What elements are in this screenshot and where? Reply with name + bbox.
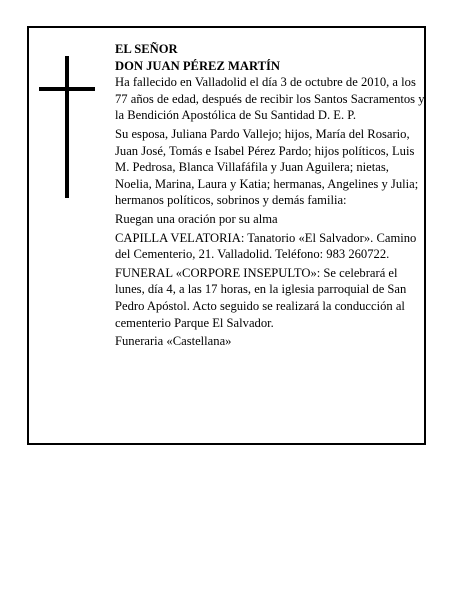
funeral-home: Funeraria «Castellana»: [115, 334, 232, 349]
chapel-info: CAPILLA VELATORIA: Tanatorio «El Salvador». Camino del Cementerio, 21. Valladolid. Teléfono: 983 260722.: [115, 230, 417, 262]
prayer-request: Ruegan una oración por su alma: [115, 211, 278, 226]
obituary-text: [115, 41, 427, 352]
heading-title: EL SEÑOR: [115, 42, 178, 56]
deceased-name: DON JUAN PÉREZ MARTÍN: [115, 58, 281, 73]
obituary-notice: [27, 26, 426, 445]
death-announcement: Ha fallecido en Valladolid el día 3 de octubre de 2010, a los 77 años de edad, después de recibir los Santos Sacramentos y la Bendición Apostólica de Su Santidad D. E. P.: [115, 75, 425, 123]
latin-cross-icon: [39, 56, 95, 198]
family-list: Su esposa, Juliana Pardo Vallejo; hijos, María del Rosario, Juan José, Tomás e Isabel Pérez Pardo; hijos políticos, Luis M. Pedrosa, Blanca Villafáfila y Juan Aguilera; nietas, Noelia, Marina, Laura y Katia; hermanas, Angelines y Julia; hermanos políticos, sobrinos y demás familia:: [115, 126, 419, 208]
cross-vertical-bar: [65, 56, 69, 198]
cross-horizontal-bar: [39, 87, 95, 91]
funeral-info: FUNERAL «CORPORE INSEPULTO»: Se celebrará el lunes, día 4, a las 17 horas, en la iglesia parroquial de San Pedro Apóstol. Acto seguido se realizará la conducción al cementerio Parque El Salvador.: [115, 265, 407, 330]
